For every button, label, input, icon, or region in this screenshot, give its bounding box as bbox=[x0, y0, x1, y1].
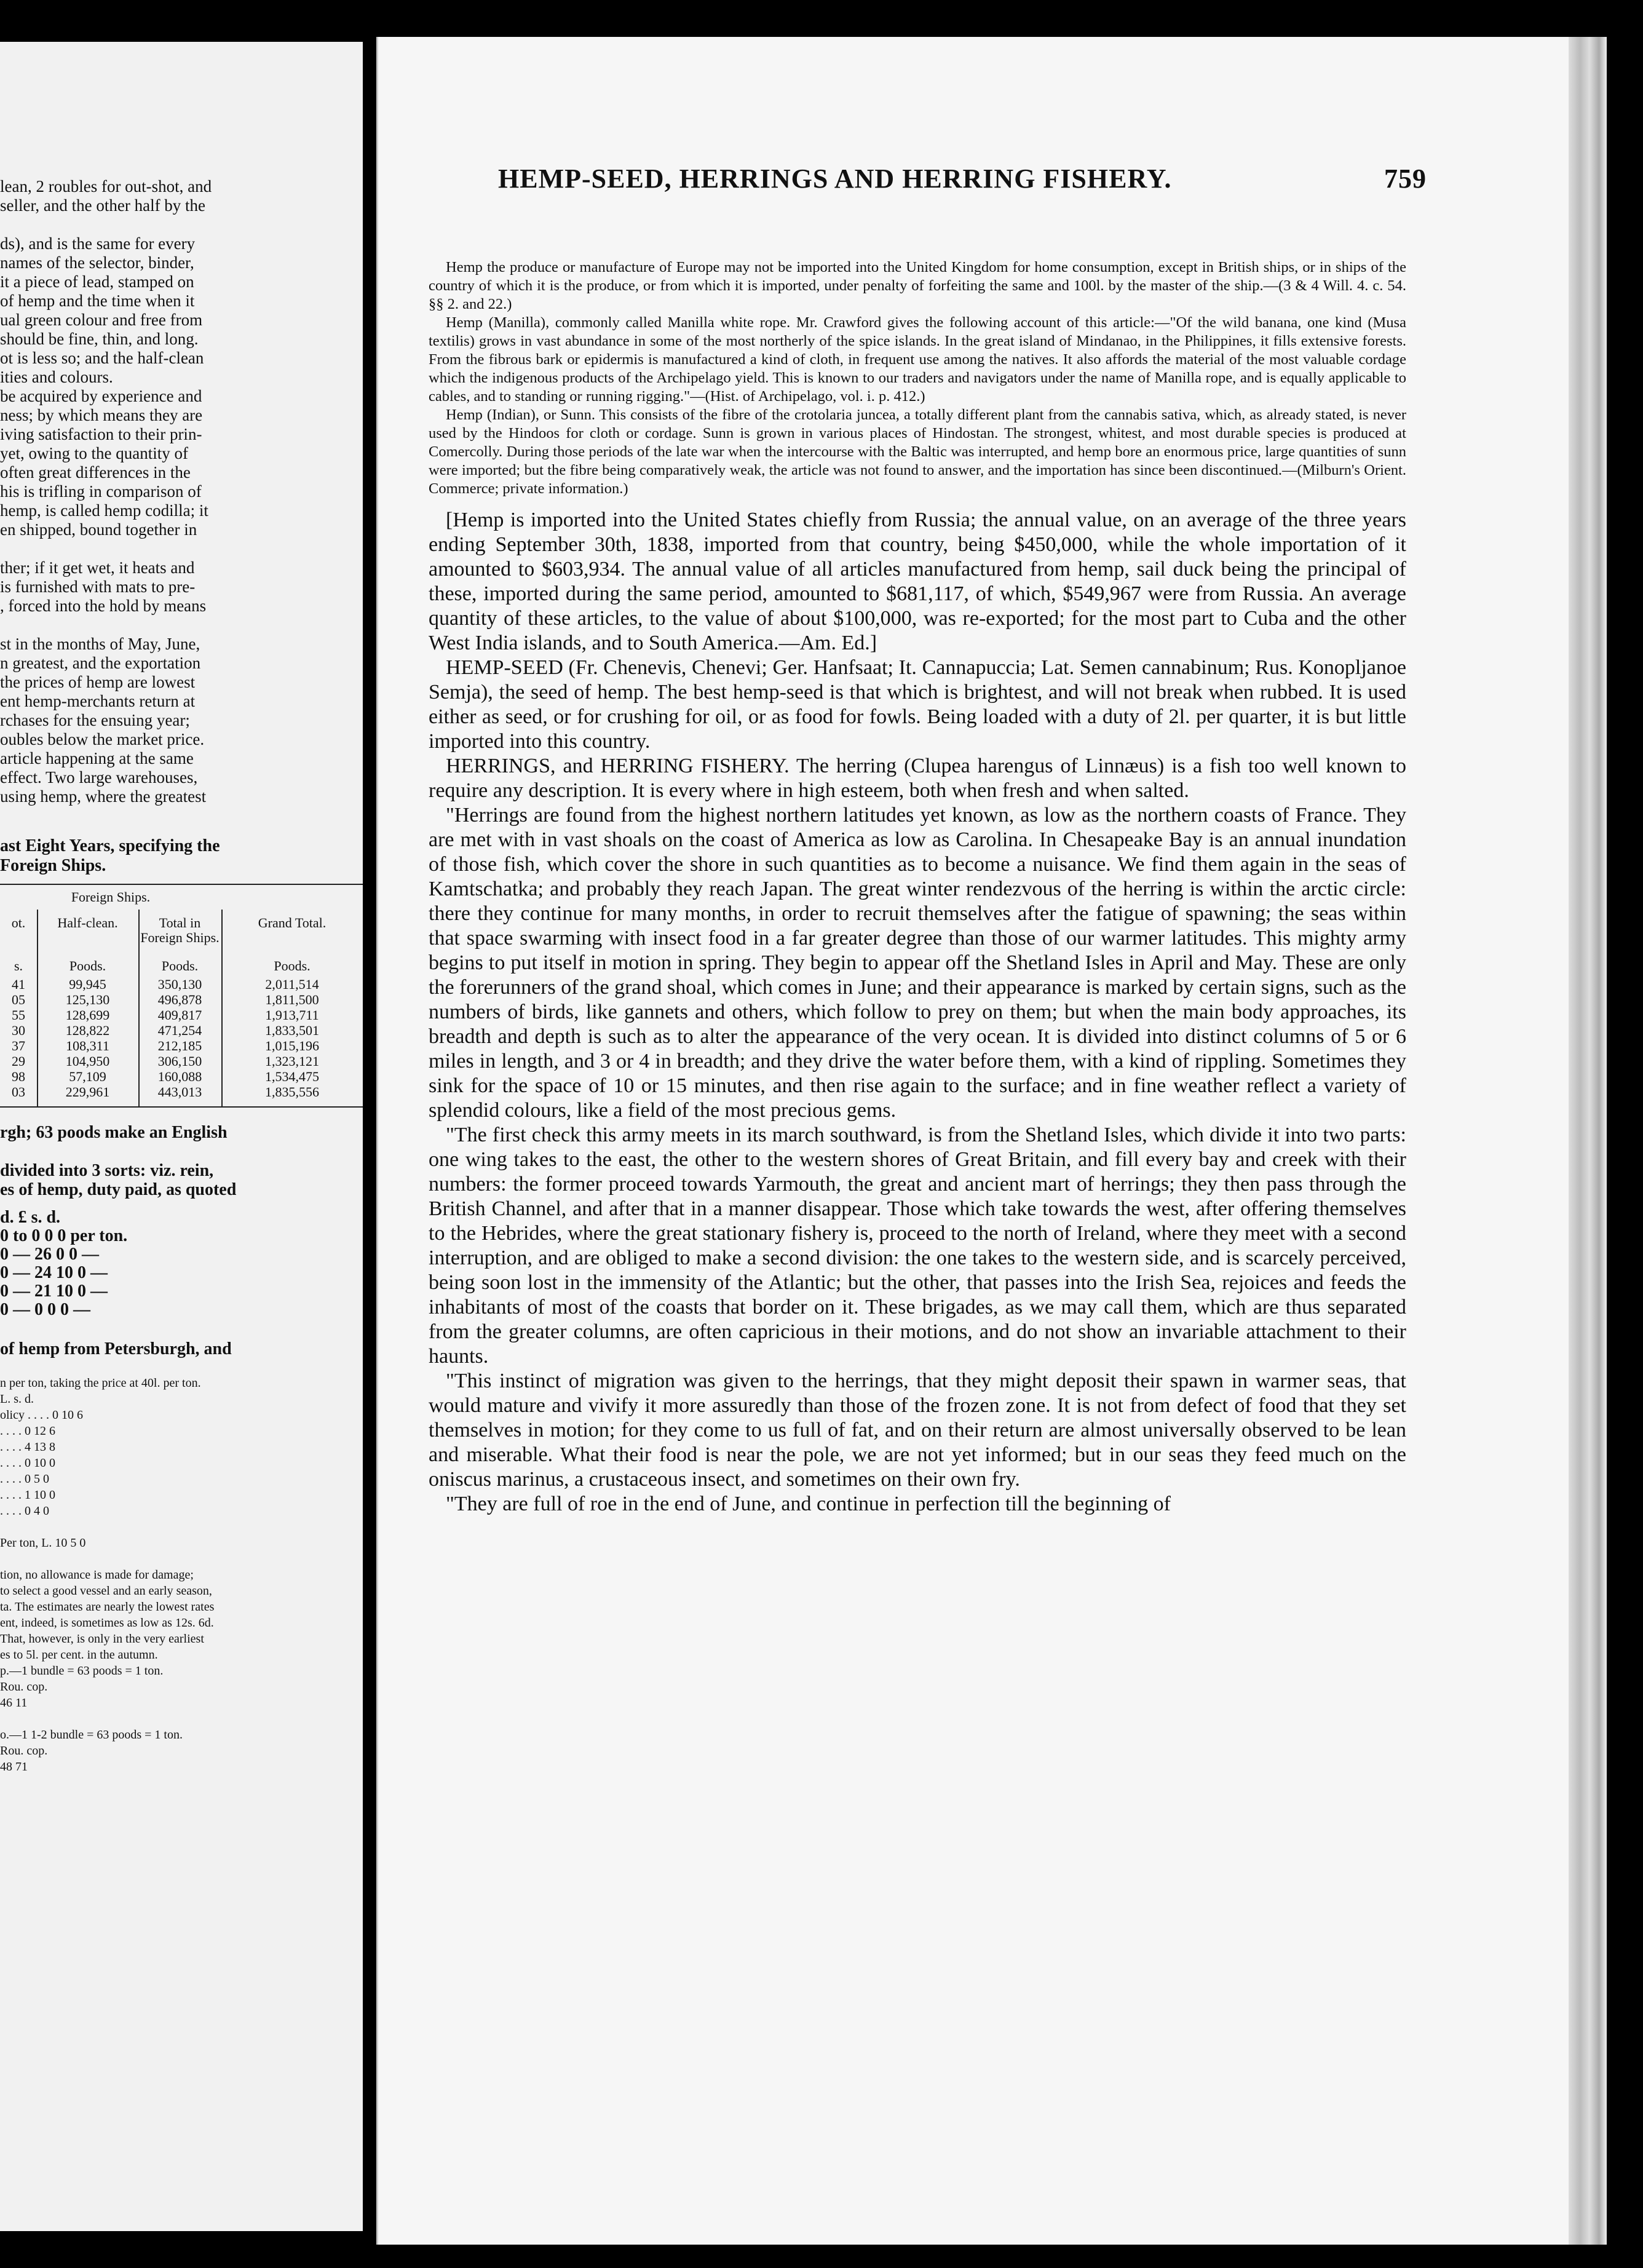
book-gutter bbox=[363, 0, 376, 2268]
facing-page-line: n greatest, and the exportation bbox=[0, 654, 201, 672]
table-cell: 108,311 bbox=[66, 1038, 109, 1053]
table-cell: 1,534,475 bbox=[265, 1069, 319, 1084]
facing-page-line: seller, and the other half by the bbox=[0, 196, 206, 215]
table-cell: 1,835,556 bbox=[265, 1084, 319, 1100]
facing-page-line: should be fine, thin, and long. bbox=[0, 330, 199, 348]
fine-print-paragraph: Hemp (Manilla), commonly called Manilla white rope. Mr. Crawford gives the following account of this article:—"Of the wild banana, one kind (Musa textilis) grows in vast abundance in some of the most northerly of the spice islands. In the great island of Mindanao, in the Philippines, it fills extensive forests. From the fibrous bark or epidermis is manufactured a kind of cloth, in frequent use among the natives. It also affords the material of the most valuable cordage which the indigenous products of the Archipelago yield. This is known to our traders and navigators under the name of Manilla rope, and is equally applicable to cables, and to standing or running rigging."—(Hist. of Archipelago, vol. i. p. 412.) bbox=[429, 314, 1406, 405]
table-column-header: ot. bbox=[11, 915, 26, 930]
price-row: 0 — 0 0 0 — bbox=[0, 1300, 90, 1319]
facing-page-line: ual green colour and free from bbox=[0, 311, 203, 329]
facing-page-line: of hemp from Petersburgh, and bbox=[0, 1339, 232, 1358]
table-cell: 1,015,196 bbox=[265, 1038, 319, 1053]
facing-page-line: article happening at the same bbox=[0, 749, 194, 767]
facing-page-line: en shipped, bound together in bbox=[0, 520, 197, 539]
facing-page-line: . . . . 0 4 0 bbox=[0, 1504, 49, 1518]
price-row: 0 — 21 10 0 — bbox=[0, 1282, 108, 1301]
table-unit: s. bbox=[14, 958, 23, 973]
facing-page-line: , forced into the hold by means bbox=[0, 597, 207, 615]
table-cell: 99,945 bbox=[69, 977, 106, 992]
table-cell: 350,130 bbox=[157, 977, 202, 992]
facing-page-line: yet, owing to the quantity of bbox=[0, 444, 188, 462]
entry-herrings: HERRINGS, and HERRING FISHERY. The herring (Clupea harengus of Linnæus) is a fish too well known to require any description. It is every where in high esteem, both when fresh and when salted. bbox=[429, 755, 1406, 802]
table-cell: 03 bbox=[12, 1084, 25, 1100]
facing-page-line: be acquired by experience and bbox=[0, 387, 202, 405]
facing-page-line: Rou. cop. bbox=[0, 1744, 48, 1758]
facing-page-line: rgh; 63 poods make an English bbox=[0, 1123, 228, 1142]
table-cell: 443,013 bbox=[157, 1084, 202, 1100]
facing-page-line: effect. Two large warehouses, bbox=[0, 768, 198, 787]
fine-print-paragraph: Hemp the produce or manufacture of Europe may not be imported into the United Kingdom for home consumption, except in British ships, or in ships of the country of which it is the produce, or from which it is imported, under penalty of forfeiting the same and 100l. by the master of the ship.—(3 & 4 Will. 4. c. 54. §§ 2. and 22.) bbox=[429, 259, 1406, 312]
facing-page-line: is furnished with mats to pre- bbox=[0, 577, 196, 596]
table-title: ast Eight Years, specifying the bbox=[0, 836, 220, 855]
table-cell: 30 bbox=[12, 1023, 25, 1038]
facing-page-line: ities and colours. bbox=[0, 368, 113, 386]
facing-page-line: of hemp and the time when it bbox=[0, 291, 195, 310]
facing-page-line: lean, 2 roubles for out-shot, and bbox=[0, 177, 212, 196]
facing-page-line: ness; by which means they are bbox=[0, 406, 203, 424]
facing-page-line: often great differences in the bbox=[0, 463, 191, 482]
facing-page-line: names of the selector, binder, bbox=[0, 253, 194, 272]
price-row: 0 to 0 0 0 per ton. bbox=[0, 1226, 128, 1245]
page-content bbox=[429, 166, 1406, 1517]
body-paragraph: "The first check this army meets in its march southward, is from the Shetland Isles, which divide it into two parts: one wing takes to the east, the other to the western shores of Great Britain, and fill every bay and creek with their numbers: the former proceed towards Yarmouth, the great and ancient mart of herrings; they then pass through the British Channel, and after that in a manner disappear. Those which take towards the west, after offering themselves to the Hebrides, where the great stationary fishery is, proceed to the north of Ireland, where they meet with a second interruption, and are obliged to make a second division: the one takes to the western side, and is scarcely perceived, being soon lost in the immensity of the Atlantic; but the other, that passes into the Irish Sea, rejoices and feeds the inhabitants of most of the coasts that border on it. These brigades, as we may call them, which are thus separated from the greater columns, are often capricious in their motions, and do not show an invariable attachment to their haunts. bbox=[429, 1124, 1406, 1368]
table-cell: 212,185 bbox=[157, 1038, 202, 1053]
table-cell: 98 bbox=[12, 1069, 25, 1084]
table-cell: 1,913,711 bbox=[265, 1007, 319, 1023]
facing-page-line: Rou. cop. bbox=[0, 1680, 48, 1694]
main-page bbox=[376, 37, 1607, 2245]
header-title: HEMP-SEED, HERRINGS AND HERRING FISHERY. bbox=[498, 164, 1172, 194]
facing-page-line: . . . . 1 10 0 bbox=[0, 1488, 55, 1502]
body-text bbox=[429, 508, 1406, 1517]
table-column-header: Total in Foreign Ships. bbox=[140, 915, 220, 945]
table-column-header: Grand Total. bbox=[258, 915, 327, 930]
facing-page-line: hemp, is called hemp codilla; it bbox=[0, 501, 208, 520]
table-cell: 2,011,514 bbox=[265, 977, 319, 992]
facing-page-line: it a piece of lead, stamped on bbox=[0, 272, 194, 291]
table-rule bbox=[37, 910, 38, 1106]
facing-page-line: divided into 3 sorts: viz. rein, bbox=[0, 1161, 214, 1180]
table-group-header: Foreign Ships. bbox=[71, 889, 151, 905]
table-rule bbox=[221, 910, 223, 1106]
price-row: 0 — 26 0 0 — bbox=[0, 1245, 99, 1264]
body-paragraph: "They are full of roe in the end of June, and continue in perfection till the beginning of bbox=[446, 1493, 1171, 1515]
table-cell: 409,817 bbox=[157, 1007, 202, 1023]
facing-page-line: es of hemp, duty paid, as quoted bbox=[0, 1180, 237, 1199]
table-cell: 41 bbox=[12, 977, 25, 992]
facing-page-line: Per ton, L. 10 5 0 bbox=[0, 1536, 86, 1550]
facing-page-line: ot is less so; and the half-clean bbox=[0, 349, 204, 367]
facing-page-line: ther; if it get wet, it heats and bbox=[0, 558, 195, 577]
hemp-export-table bbox=[0, 884, 363, 1108]
facing-page-line: his is trifling in comparison of bbox=[0, 482, 202, 501]
price-header: d. £ s. d. bbox=[0, 1208, 61, 1227]
facing-page-line: ent, indeed, is sometimes as low as 12s. 6d. bbox=[0, 1616, 214, 1630]
facing-page-line: L. s. d. bbox=[0, 1392, 34, 1406]
table-unit: Poods. bbox=[69, 958, 106, 973]
facing-page-line: . . . . 0 12 6 bbox=[0, 1424, 55, 1438]
table-unit: Poods. bbox=[161, 958, 199, 973]
table-cell: 125,130 bbox=[65, 992, 110, 1007]
page-number: 759 bbox=[1384, 164, 1427, 194]
table-cell: 37 bbox=[12, 1038, 25, 1053]
facing-page-line: olicy . . . . 0 10 6 bbox=[0, 1408, 83, 1422]
table-cell: 55 bbox=[12, 1007, 25, 1023]
table-cell: 471,254 bbox=[157, 1023, 202, 1038]
facing-page-line: to select a good vessel and an early season, bbox=[0, 1584, 212, 1598]
table-cell: 229,961 bbox=[65, 1084, 110, 1100]
fine-print-block bbox=[429, 258, 1406, 498]
facing-page-line: p.—1 bundle = 63 poods = 1 ton. bbox=[0, 1664, 164, 1678]
table-cell: 496,878 bbox=[157, 992, 202, 1007]
facing-page-line: tion, no allowance is made for damage; bbox=[0, 1568, 194, 1582]
body-paragraph: "Herrings are found from the highest northern latitudes yet known, as low as the northern coasts of France. They are met with in vast shoals on the coast of America as low as Carolina. In Chesapeake Bay is an annual inundation of those fish, which cover the shore in such quantities as to become a nuisance. We find them again in the seas of Kamtschatka; and probably they reach Japan. The great winter rendezvous of the herring is within the arctic circle: there they continue for many months, in order to recruit themselves after the fatigue of spawning; the seas within that space swarming with insect food in a far greater degree than those of our warmer latitudes. This mighty army begins to put itself in motion in spring. They begin to appear off the Shetland Isles in April and May. These are only the forerunners of the grand shoal, which comes in June; and their appearance is marked by certain signs, such as the numbers of birds, like gannets and others, which follow to prey on them; but when the main body approaches, its breadth and depth is such as to alter the appearance of the very ocean. It is divided into distinct columns of 5 or 6 miles in length, and 3 or 4 in breadth; and they drive the water before them, with a kind of rippling. Sometimes they sink for the space of 10 or 15 minutes, and then rise again to the surface; and in fine weather reflect a variety of splendid colours, like a field of the most precious gems. bbox=[429, 804, 1406, 1122]
facing-page-line: the prices of hemp are lowest bbox=[0, 673, 196, 691]
facing-page-line: st in the months of May, June, bbox=[0, 635, 200, 653]
facing-page-line: using hemp, where the greatest bbox=[0, 787, 207, 806]
facing-page bbox=[0, 42, 363, 2231]
facing-page-line: oubles below the market price. bbox=[0, 730, 205, 748]
table-cell: 1,833,501 bbox=[265, 1023, 319, 1038]
table-cell: 128,699 bbox=[65, 1007, 110, 1023]
table-cell: 05 bbox=[12, 992, 25, 1007]
page-edge bbox=[1569, 37, 1607, 2245]
facing-page-line: . . . . 0 5 0 bbox=[0, 1472, 49, 1486]
body-paragraph: "This instinct of migration was given to the herrings, that they might deposit their spawn in warmer seas, that would mature and vivify it more assuredly than those of the frozen zone. It is not from defect of food that they set themselves in motion; for they come to us full of fat, and on their return are almost universally observed to be lean and miserable. What their food is near the pole, we are not yet informed; but in our seas they feed much on the oniscus marinus, a crustaceous insect, and sometimes on their own fry. bbox=[429, 1370, 1406, 1491]
price-row: 0 — 24 10 0 — bbox=[0, 1263, 108, 1282]
body-paragraph: [Hemp is imported into the United States chiefly from Russia; the annual value, on an average of the three years ending September 30th, 1838, imported from that country, being $450,000, while the whole importation of it amounted to $603,934. The annual value of all articles manufactured from hemp, sail duck being the principal of these, imported during the same period, amounted to $681,117, of which, $549,967 were from Russia. An average quantity of these articles, to the value of about $100,000, was re-exported; for the most part to Cuba and the other West India islands, and to South America.—Am. Ed.] bbox=[429, 509, 1406, 654]
table-cell: 306,150 bbox=[157, 1053, 202, 1069]
facing-page-line: es to 5l. per cent. in the autumn. bbox=[0, 1648, 158, 1662]
table-cell: 1,811,500 bbox=[265, 992, 319, 1007]
facing-page-line: . . . . 4 13 8 bbox=[0, 1440, 55, 1454]
facing-page-line: n per ton, taking the price at 40l. per ton. bbox=[0, 1376, 201, 1390]
table-cell: 160,088 bbox=[157, 1069, 202, 1084]
table-unit: Poods. bbox=[274, 958, 311, 973]
facing-page-line: rchases for the ensuing year; bbox=[0, 711, 190, 729]
table-cell: 104,950 bbox=[65, 1053, 110, 1069]
facing-page-line: That, however, is only in the very earliest bbox=[0, 1632, 204, 1646]
facing-page-line: o.—1 1-2 bundle = 63 poods = 1 ton. bbox=[0, 1728, 183, 1742]
facing-page-line: iving satisfaction to their prin- bbox=[0, 425, 202, 443]
facing-page-line: 46 11 bbox=[0, 1696, 28, 1710]
facing-page-line: 48 71 bbox=[0, 1760, 28, 1774]
table-cell: 57,109 bbox=[69, 1069, 106, 1084]
entry-hemp-seed: HEMP-SEED (Fr. Chenevis, Chenevi; Ger. Hanfsaat; It. Cannapuccia; Lat. Semen cannabinum; Rus. Konopljanoe Semja), the seed of hemp. The best hemp-seed is that which is brightest, and will not break when rubbed. It is used either as seed, or for crushing for oil, or as food for fowls. Being loaded with a duty of 2l. per quarter, it is but little imported into this country. bbox=[429, 656, 1406, 753]
fine-print-paragraph: Hemp (Indian), or Sunn. This consists of the fibre of the crotolaria juncea, a totally different plant from the cannabis sativa, which, as already stated, is never used by the Hindoos for cloth or cordage. Sunn is grown in various places of Hindostan. The strongest, whitest, and most durable species is produced at Comercolly. During those periods of the late war when the intercourse with the Baltic was interrupted, and hemp bore an enormous price, large quantities of sunn were imported; but the fibre being comparatively weak, the article was not found to answer, and the importation has since been discontinued.—(Milburn's Orient. Commerce; private information.) bbox=[429, 406, 1406, 497]
table-cell: 29 bbox=[12, 1053, 25, 1069]
table-rule bbox=[138, 910, 140, 1106]
facing-page-line: . . . . 0 10 0 bbox=[0, 1456, 55, 1470]
table-cell: 1,323,121 bbox=[265, 1053, 319, 1069]
facing-page-line: ta. The estimates are nearly the lowest rates bbox=[0, 1600, 215, 1614]
table-cell: 128,822 bbox=[65, 1023, 110, 1038]
table-column-header: Half-clean. bbox=[57, 915, 118, 930]
facing-page-line: ent hemp-merchants return at bbox=[0, 692, 196, 710]
facing-page-line: ds), and is the same for every bbox=[0, 234, 196, 253]
table-title: Foreign Ships. bbox=[0, 856, 106, 875]
